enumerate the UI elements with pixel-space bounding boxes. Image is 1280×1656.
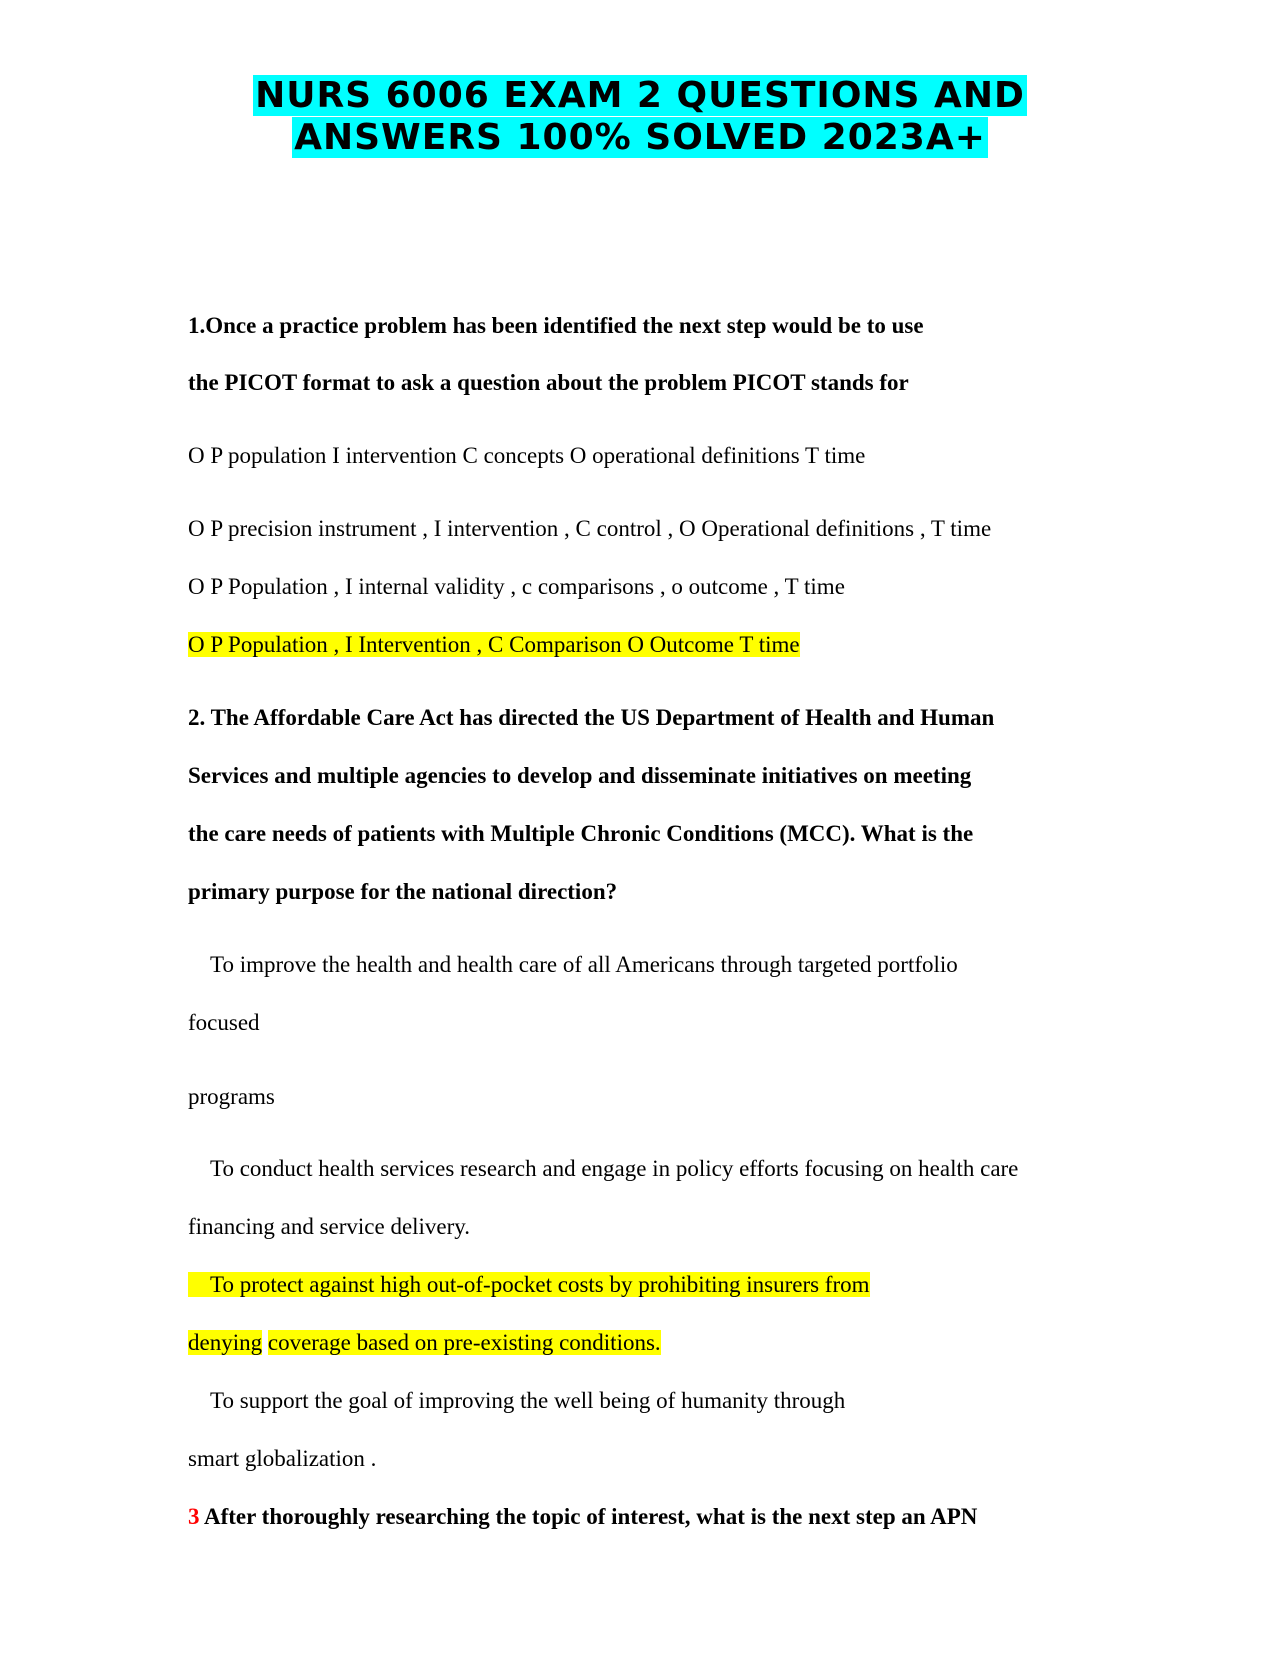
question-2-option-1-line-2: focused (188, 1010, 260, 1035)
question-2-option-1-line-3: programs (188, 1084, 275, 1109)
question-1-answer-text: O P Population , I Intervention , C Comparison O Outcome T time (188, 632, 800, 657)
question-2-option-1-line-1: To improve the health and health care of all Americans through targeted portfolio (210, 952, 958, 977)
question-1-option-4-answer (188, 630, 800, 660)
question-3-number: 3 (188, 1504, 200, 1529)
question-1-number: 1. (188, 313, 206, 338)
question-3-text-1: After thoroughly researching the topic of interest, what is the next step an APN (203, 1504, 978, 1529)
question-2-option-4-line-2: smart globalization . (188, 1446, 377, 1471)
question-2-option-4-line-1: To support the goal of improving the well being of humanity through (210, 1388, 846, 1413)
document-title-line-1 (0, 74, 1280, 118)
question-2-text-1: The Affordable Care Act has directed the US Department of Health and Human (210, 705, 995, 730)
question-2-number: 2. (188, 705, 206, 730)
question-1-option-3: O P Population , I internal validity , c comparisons , o outcome , T time (188, 574, 845, 599)
question-2-answer-text-2b: coverage based on pre-existing conditions. (267, 1330, 661, 1355)
question-1-option-1: O P population I intervention C concepts O operational definitions T time (188, 443, 866, 468)
question-2-line-1 (188, 703, 994, 733)
title-text-2: ANSWERS 100% SOLVED 2023A+ (294, 117, 986, 158)
title-text-1: NURS 6006 EXAM 2 QUESTIONS AND (255, 75, 1025, 116)
question-2-option-2-line-2: financing and service delivery. (188, 1214, 471, 1239)
question-1-text-1: Once a practice problem has been identified the next step would be to use (205, 313, 924, 338)
question-2-line-4: primary purpose for the national direction? (188, 879, 618, 904)
question-2-answer-text-1: To protect against high out-of-pocket costs by prohibiting insurers from (188, 1272, 870, 1297)
question-1-line-1 (188, 311, 924, 341)
question-3-line-1 (188, 1502, 977, 1532)
question-2-answer-text-2a: denying (188, 1330, 263, 1355)
question-1-option-2: O P precision instrument , I intervention , C control , O Operational definitions , T time (188, 516, 992, 541)
document-title-line-2 (0, 116, 1280, 160)
question-2-line-2: Services and multiple agencies to develop and disseminate initiatives on meeting (188, 763, 972, 788)
question-2-option-3-line-1-answer (188, 1270, 870, 1300)
question-2-option-2-line-1: To conduct health services research and engage in policy efforts focusing on health care (210, 1156, 1019, 1181)
question-1-line-2: the PICOT format to ask a question about the problem PICOT stands for (188, 370, 909, 395)
question-2-line-3: the care needs of patients with Multiple Chronic Conditions (MCC). What is the (188, 821, 974, 846)
question-2-option-3-line-2-answer (188, 1328, 661, 1358)
